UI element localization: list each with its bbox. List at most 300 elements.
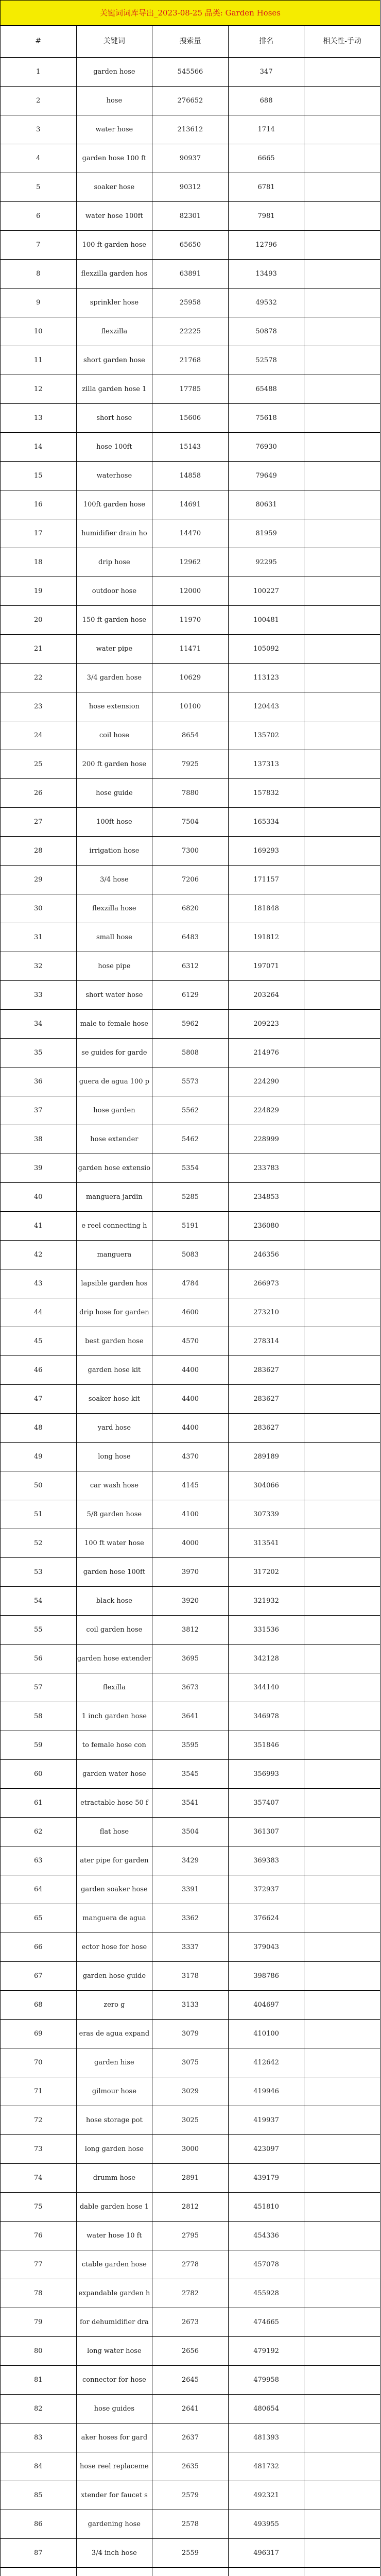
row-rank: 266973	[228, 1269, 304, 1298]
row-index: 43	[1, 1269, 77, 1298]
row-search-volume: 276652	[152, 87, 229, 115]
row-rank: 100227	[228, 577, 304, 606]
table-row	[1, 779, 380, 808]
table-row	[1, 2164, 380, 2193]
row-rank: 157832	[228, 779, 304, 808]
row-index: 18	[1, 548, 77, 577]
row-keyword: yard hose	[76, 1414, 152, 1443]
row-keyword: lapsible garden hos	[76, 1269, 152, 1298]
table-row	[1, 1991, 380, 2020]
row-relevance	[304, 981, 380, 1010]
row-rank: 404697	[228, 1991, 304, 2020]
row-relevance	[304, 1789, 380, 1818]
table-row	[1, 2568, 380, 2576]
row-keyword: water hose 100ft	[76, 202, 152, 231]
row-rank: 79649	[228, 462, 304, 490]
row-index: 4	[1, 144, 77, 173]
row-search-volume: 90937	[152, 144, 229, 173]
row-search-volume: 14691	[152, 490, 229, 519]
row-search-volume: 3673	[152, 1673, 229, 1702]
table-row	[1, 1125, 380, 1154]
row-keyword: flexilla	[76, 1673, 152, 1702]
row-search-volume: 3504	[152, 1818, 229, 1846]
row-relevance	[304, 2424, 380, 2452]
row-relevance	[304, 1298, 380, 1327]
row-keyword: 100ft hose	[76, 808, 152, 837]
row-relevance	[304, 2020, 380, 2048]
row-keyword: hose guide	[76, 779, 152, 808]
row-index: 67	[1, 1962, 77, 1991]
row-index: 47	[1, 1385, 77, 1414]
row-keyword: garden hose extender	[76, 1645, 152, 1673]
row-search-volume: 2891	[152, 2164, 229, 2193]
row-rank: 283627	[228, 1414, 304, 1443]
row-search-volume: 5962	[152, 1010, 229, 1039]
row-rank: 347	[228, 58, 304, 87]
row-keyword: hose extension	[76, 692, 152, 721]
table-row	[1, 2424, 380, 2452]
row-relevance	[304, 808, 380, 837]
row-search-volume: 11471	[152, 635, 229, 664]
row-rank: 13493	[228, 260, 304, 289]
row-keyword: hose	[76, 87, 152, 115]
row-relevance	[304, 1212, 380, 1241]
table-row	[1, 1645, 380, 1673]
row-keyword: expandable garden h	[76, 2279, 152, 2308]
row-rank: 171157	[228, 866, 304, 894]
header-rank: 排名	[228, 26, 304, 58]
table-row	[1, 2539, 380, 2568]
row-keyword: garden hose 100ft	[76, 1558, 152, 1587]
table-row	[1, 1269, 380, 1298]
row-index: 61	[1, 1789, 77, 1818]
row-index: 16	[1, 490, 77, 519]
row-search-volume: 2637	[152, 2424, 229, 2452]
row-relevance	[304, 837, 380, 866]
row-index: 19	[1, 577, 77, 606]
row-relevance	[304, 1702, 380, 1731]
row-index: 25	[1, 750, 77, 779]
row-keyword: best garden hose	[76, 1327, 152, 1356]
table-row	[1, 2222, 380, 2250]
row-rank: 137313	[228, 750, 304, 779]
table-row	[1, 144, 380, 173]
row-search-volume: 3029	[152, 2077, 229, 2106]
table-row	[1, 2048, 380, 2077]
row-rank: 236080	[228, 1212, 304, 1241]
row-keyword: gilmour hose	[76, 2077, 152, 2106]
row-keyword: aker hoses for gard	[76, 2424, 152, 2452]
row-rank: 273210	[228, 1298, 304, 1327]
row-index: 34	[1, 1010, 77, 1039]
row-index: 55	[1, 1616, 77, 1645]
row-search-volume: 15143	[152, 433, 229, 462]
row-relevance	[304, 490, 380, 519]
row-index: 35	[1, 1039, 77, 1067]
row-keyword: 200 ft garden hose	[76, 750, 152, 779]
row-relevance	[304, 721, 380, 750]
row-relevance	[304, 1500, 380, 1529]
row-relevance	[304, 548, 380, 577]
table-row	[1, 462, 380, 490]
row-keyword: 3/4 garden hose	[76, 664, 152, 692]
row-rank: 165334	[228, 808, 304, 837]
row-keyword: black hose	[76, 1587, 152, 1616]
row-rank: 419937	[228, 2106, 304, 2135]
row-search-volume: 3545	[152, 1760, 229, 1789]
table-row	[1, 692, 380, 721]
row-index: 86	[1, 2510, 77, 2539]
row-search-volume: 3429	[152, 1846, 229, 1875]
row-relevance	[304, 1241, 380, 1269]
row-rank: 289189	[228, 1443, 304, 1471]
row-search-volume: 4145	[152, 1471, 229, 1500]
row-keyword: garden soaker hose	[76, 1875, 152, 1904]
row-keyword: hose storage pot	[76, 2106, 152, 2135]
row-index: 5	[1, 173, 77, 202]
table-row	[1, 58, 380, 87]
row-index: 29	[1, 866, 77, 894]
row-keyword: to female hose con	[76, 1731, 152, 1760]
table-row	[1, 346, 380, 375]
row-rank: 197071	[228, 952, 304, 981]
row-relevance	[304, 1067, 380, 1096]
table-row	[1, 202, 380, 231]
row-relevance	[304, 635, 380, 664]
row-relevance	[304, 750, 380, 779]
row-index: 14	[1, 433, 77, 462]
row-index: 7	[1, 231, 77, 260]
row-relevance	[304, 779, 380, 808]
row-keyword: waterhose	[76, 462, 152, 490]
table-row	[1, 548, 380, 577]
row-rank: 481393	[228, 2424, 304, 2452]
row-search-volume: 4600	[152, 1298, 229, 1327]
row-rank: 479958	[228, 2366, 304, 2395]
table-row	[1, 1789, 380, 1818]
row-search-volume: 7504	[152, 808, 229, 837]
row-index: 68	[1, 1991, 77, 2020]
row-relevance	[304, 2308, 380, 2337]
row-search-volume: 4000	[152, 1529, 229, 1558]
row-keyword: manguera jardin	[76, 1183, 152, 1212]
row-search-volume: 3000	[152, 2135, 229, 2164]
table-row	[1, 87, 380, 115]
table-row	[1, 2135, 380, 2164]
table-row	[1, 1039, 380, 1067]
row-search-volume: 3541	[152, 1789, 229, 1818]
row-relevance	[304, 1558, 380, 1587]
row-rank: 369383	[228, 1846, 304, 1875]
row-index: 79	[1, 2308, 77, 2337]
row-relevance	[304, 1760, 380, 1789]
row-keyword: se guides for garde	[76, 1039, 152, 1067]
row-search-volume: 2782	[152, 2279, 229, 2308]
header-index: #	[1, 26, 77, 58]
title-row	[1, 1, 380, 26]
row-index: 41	[1, 1212, 77, 1241]
table-row	[1, 2279, 380, 2308]
table-row	[1, 1616, 380, 1645]
table-row	[1, 404, 380, 433]
table-row	[1, 1558, 380, 1587]
row-relevance	[304, 952, 380, 981]
row-index	[1, 2568, 77, 2576]
row-search-volume: 3178	[152, 1962, 229, 1991]
row-keyword: etractable hose 50 f	[76, 1789, 152, 1818]
row-rank: 410100	[228, 2020, 304, 2048]
table-row	[1, 1443, 380, 1471]
row-search-volume: 3641	[152, 1702, 229, 1731]
row-search-volume: 7206	[152, 866, 229, 894]
row-index: 45	[1, 1327, 77, 1356]
row-keyword: outdoor hose	[76, 577, 152, 606]
row-rank: 278314	[228, 1327, 304, 1356]
row-relevance	[304, 375, 380, 404]
row-rank: 480654	[228, 2395, 304, 2424]
row-relevance	[304, 260, 380, 289]
table-row	[1, 1673, 380, 1702]
row-search-volume: 3025	[152, 2106, 229, 2135]
row-keyword: guera de agua 100 p	[76, 1067, 152, 1096]
table-row	[1, 1846, 380, 1875]
row-keyword: drumm hose	[76, 2164, 152, 2193]
row-rank: 234853	[228, 1183, 304, 1212]
table-row	[1, 981, 380, 1010]
row-search-volume: 3075	[152, 2048, 229, 2077]
table-row	[1, 519, 380, 548]
row-keyword: manguera	[76, 1241, 152, 1269]
row-keyword: ater pipe for garden	[76, 1846, 152, 1875]
row-keyword: irrigation hose	[76, 837, 152, 866]
row-rank: 451810	[228, 2193, 304, 2222]
row-relevance	[304, 2193, 380, 2222]
row-search-volume: 22225	[152, 317, 229, 346]
row-keyword: 3/4 hose	[76, 866, 152, 894]
table-row	[1, 1731, 380, 1760]
table-row	[1, 923, 380, 952]
row-index: 65	[1, 1904, 77, 1933]
row-search-volume: 7880	[152, 779, 229, 808]
row-rank: 361307	[228, 1818, 304, 1846]
row-rank: 412642	[228, 2048, 304, 2077]
row-index: 60	[1, 1760, 77, 1789]
row-relevance	[304, 462, 380, 490]
row-search-volume: 3812	[152, 1616, 229, 1645]
row-relevance	[304, 2222, 380, 2250]
table-row	[1, 1702, 380, 1731]
table-row	[1, 490, 380, 519]
row-keyword: short garden hose	[76, 346, 152, 375]
row-index: 69	[1, 2020, 77, 2048]
row-rank: 419946	[228, 2077, 304, 2106]
row-relevance	[304, 289, 380, 317]
table-row	[1, 1962, 380, 1991]
row-keyword: male to female hose	[76, 1010, 152, 1039]
row-rank: 49532	[228, 289, 304, 317]
row-keyword: 100 ft water hose	[76, 1529, 152, 1558]
row-keyword: zilla garden hose 1	[76, 375, 152, 404]
row-index: 80	[1, 2337, 77, 2366]
row-relevance	[304, 1356, 380, 1385]
row-rank: 479192	[228, 2337, 304, 2366]
row-index: 54	[1, 1587, 77, 1616]
table-row	[1, 721, 380, 750]
row-relevance	[304, 2250, 380, 2279]
row-index: 39	[1, 1154, 77, 1183]
row-rank: 224829	[228, 1096, 304, 1125]
row-search-volume: 10629	[152, 664, 229, 692]
row-relevance	[304, 1414, 380, 1443]
table-row	[1, 2452, 380, 2481]
row-search-volume: 5573	[152, 1067, 229, 1096]
table-row	[1, 1500, 380, 1529]
row-keyword: long garden hose	[76, 2135, 152, 2164]
row-keyword: short hose	[76, 404, 152, 433]
row-rank: 321932	[228, 1587, 304, 1616]
table-row	[1, 2250, 380, 2279]
table-row	[1, 289, 380, 317]
row-rank: 474665	[228, 2308, 304, 2337]
row-rank: 191812	[228, 923, 304, 952]
row-keyword: flexzilla	[76, 317, 152, 346]
row-search-volume: 3337	[152, 1933, 229, 1962]
row-relevance	[304, 2135, 380, 2164]
row-search-volume: 6820	[152, 894, 229, 923]
row-index: 51	[1, 1500, 77, 1529]
row-relevance	[304, 1529, 380, 1558]
row-index: 50	[1, 1471, 77, 1500]
row-search-volume: 11970	[152, 606, 229, 635]
row-search-volume: 5354	[152, 1154, 229, 1183]
row-keyword: hose pipe	[76, 952, 152, 981]
table-row	[1, 952, 380, 981]
row-search-volume: 2795	[152, 2222, 229, 2250]
row-index: 77	[1, 2250, 77, 2279]
row-index: 10	[1, 317, 77, 346]
row-rank: 423097	[228, 2135, 304, 2164]
row-index: 32	[1, 952, 77, 981]
row-search-volume: 3391	[152, 1875, 229, 1904]
row-relevance	[304, 1039, 380, 1067]
row-search-volume: 15606	[152, 404, 229, 433]
table-row	[1, 2337, 380, 2366]
row-relevance	[304, 58, 380, 87]
row-search-volume: 12962	[152, 548, 229, 577]
row-index: 72	[1, 2106, 77, 2135]
row-relevance	[304, 519, 380, 548]
table-row	[1, 1327, 380, 1356]
row-relevance	[304, 2279, 380, 2308]
row-search-volume: 10100	[152, 692, 229, 721]
row-rank: 376624	[228, 1904, 304, 1933]
header-relevance: 相关性-手动	[304, 26, 380, 58]
row-keyword: garden hose guide	[76, 1962, 152, 1991]
row-relevance	[304, 433, 380, 462]
table-row	[1, 606, 380, 635]
row-keyword: hose guides	[76, 2395, 152, 2424]
row-rank: 92295	[228, 548, 304, 577]
table-row	[1, 375, 380, 404]
row-search-volume: 5808	[152, 1039, 229, 1067]
row-rank: 228999	[228, 1125, 304, 1154]
row-search-volume: 2559	[152, 2539, 229, 2568]
row-search-volume: 12000	[152, 577, 229, 606]
row-keyword: long water hose	[76, 2337, 152, 2366]
row-index: 12	[1, 375, 77, 404]
row-index: 85	[1, 2481, 77, 2510]
row-search-volume: 3920	[152, 1587, 229, 1616]
table-row	[1, 664, 380, 692]
row-keyword: garden hose 100 ft	[76, 144, 152, 173]
row-index: 28	[1, 837, 77, 866]
row-rank: 1714	[228, 115, 304, 144]
row-keyword: eras de agua expand	[76, 2020, 152, 2048]
row-search-volume: 65650	[152, 231, 229, 260]
row-index: 26	[1, 779, 77, 808]
row-index: 44	[1, 1298, 77, 1327]
row-relevance	[304, 1385, 380, 1414]
row-relevance	[304, 1731, 380, 1760]
row-relevance	[304, 202, 380, 231]
row-relevance	[304, 1471, 380, 1500]
row-rank: 439179	[228, 2164, 304, 2193]
row-keyword: gardening hose	[76, 2510, 152, 2539]
table-row	[1, 1356, 380, 1385]
row-relevance	[304, 1673, 380, 1702]
row-keyword: drip hose for garden	[76, 1298, 152, 1327]
row-relevance	[304, 144, 380, 173]
row-relevance	[304, 2395, 380, 2424]
row-index: 3	[1, 115, 77, 144]
row-rank: 344140	[228, 1673, 304, 1702]
row-rank: 346978	[228, 1702, 304, 1731]
row-rank: 351846	[228, 1731, 304, 1760]
row-rank: 379043	[228, 1933, 304, 1962]
row-index: 37	[1, 1096, 77, 1125]
row-rank: 454336	[228, 2222, 304, 2250]
table-row	[1, 1587, 380, 1616]
table-row	[1, 1067, 380, 1096]
row-index: 81	[1, 2366, 77, 2395]
row-keyword: coil garden hose	[76, 1616, 152, 1645]
row-index: 76	[1, 2222, 77, 2250]
row-keyword: for dehumidifier dra	[76, 2308, 152, 2337]
row-rank: 203264	[228, 981, 304, 1010]
row-index: 73	[1, 2135, 77, 2164]
row-search-volume: 3970	[152, 1558, 229, 1587]
row-index: 82	[1, 2395, 77, 2424]
row-rank: 76930	[228, 433, 304, 462]
row-relevance	[304, 1818, 380, 1846]
row-keyword	[76, 2568, 152, 2576]
table-row	[1, 808, 380, 837]
row-keyword: hose 100ft	[76, 433, 152, 462]
row-keyword: garden water hose	[76, 1760, 152, 1789]
row-relevance	[304, 894, 380, 923]
row-search-volume	[152, 2568, 229, 2576]
table-row	[1, 2481, 380, 2510]
table-row	[1, 2106, 380, 2135]
row-keyword: coil hose	[76, 721, 152, 750]
table-row	[1, 1096, 380, 1125]
row-index: 87	[1, 2539, 77, 2568]
row-relevance	[304, 1962, 380, 1991]
row-search-volume: 2812	[152, 2193, 229, 2222]
row-search-volume: 2641	[152, 2395, 229, 2424]
row-rank: 398786	[228, 1962, 304, 1991]
row-rank: 100481	[228, 606, 304, 635]
